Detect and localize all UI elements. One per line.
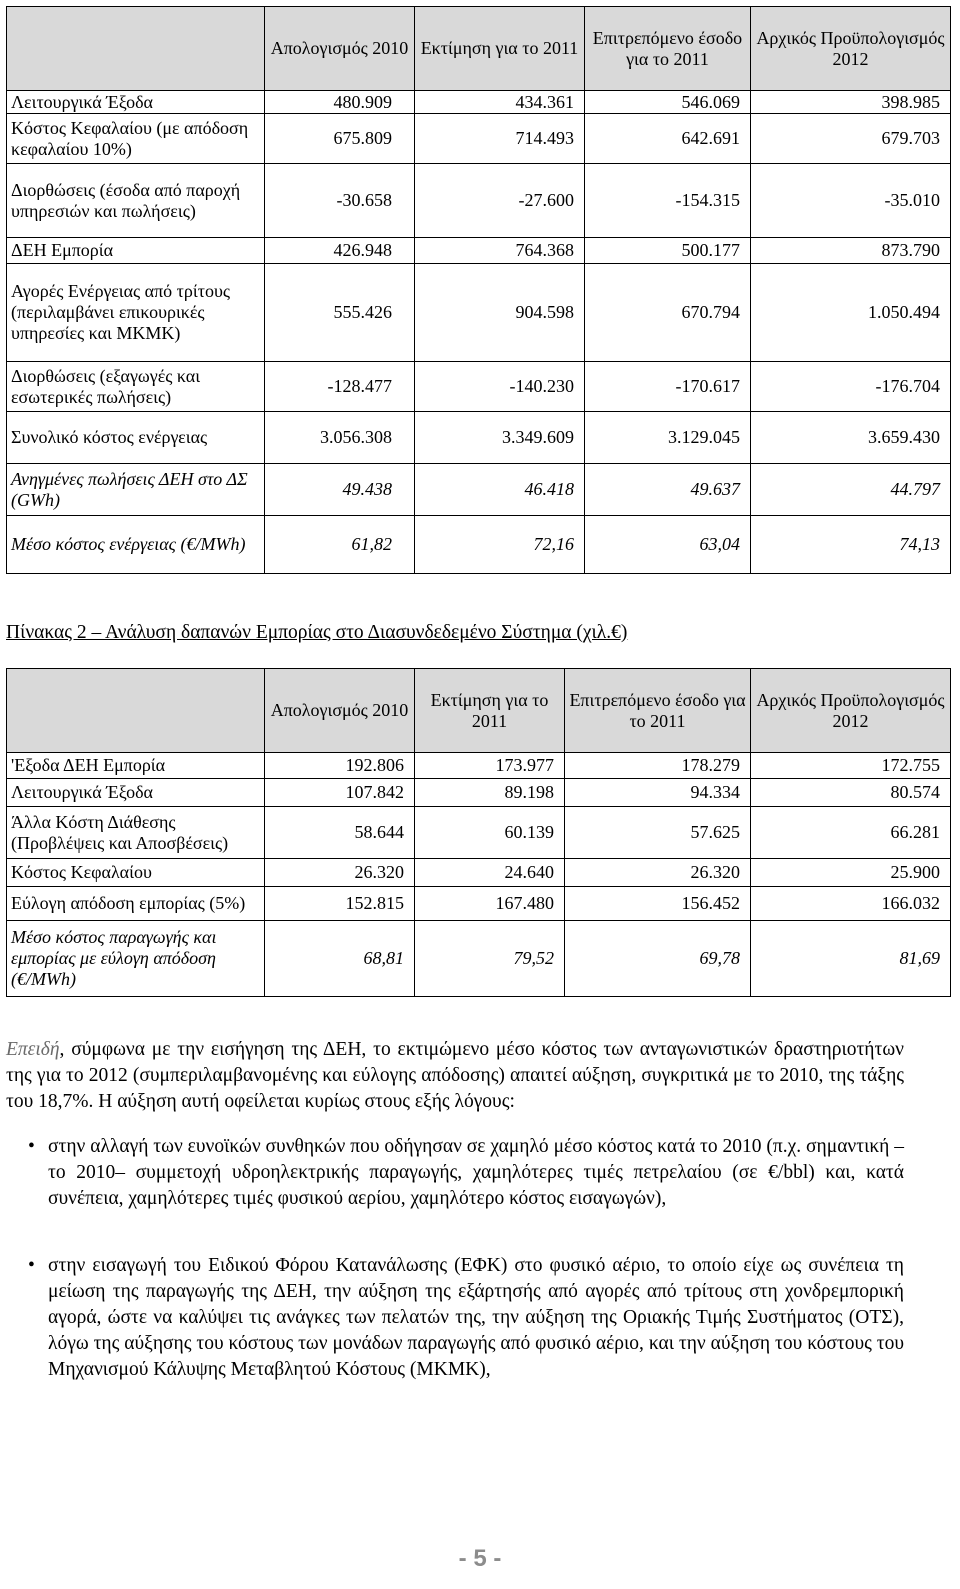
cell-value: 94.334 [565,779,751,807]
table-row [7,921,951,997]
row-label: Ανηγμένες πωλήσεις ΔΕΗ στο ΔΣ (GWh) [7,464,265,516]
row-label: Μέσο κόστος παραγωγής και εμπορίας με εύλογη απόδοση (€/MWh) [7,921,265,997]
table-row [7,164,951,238]
cell-value: 1.050.494 [751,264,951,362]
header-cell: Απολογισμός 2010 [265,7,415,91]
cell-value: 68,81 [265,921,415,997]
row-label: Κόστος Κεφαλαίου (με απόδοση κεφαλαίου 10%) [7,114,265,164]
table-row [7,753,951,779]
cell-value: 61,82 [265,516,415,574]
table-row [7,362,951,412]
header-cell: Επιτρεπόμενο έσοδο για το 2011 [565,669,751,753]
cell-value: 26.320 [265,859,415,887]
cell-value: 679.703 [751,114,951,164]
cell-value: 89.198 [415,779,565,807]
cell-value: 25.900 [751,859,951,887]
header-cell: Εκτίμηση για το 2011 [415,7,585,91]
cost-table-1 [6,6,951,574]
cell-value: 57.625 [565,807,751,859]
cost-table-2 [6,668,951,997]
row-label: Εύλογη απόδοση εμπορίας (5%) [7,887,265,921]
table-row [7,779,951,807]
header-empty-cell [7,669,265,753]
table-row [7,887,951,921]
cell-value: -30.658 [265,164,415,238]
table-row [7,238,951,264]
table-row [7,859,951,887]
table-row [7,91,951,114]
cell-value: 642.691 [585,114,751,164]
cell-value: 167.480 [415,887,565,921]
cell-value: 74,13 [751,516,951,574]
header-cell: Επιτρεπόμενο έσοδο για το 2011 [585,7,751,91]
bullet-icon: • [28,1255,35,1276]
row-label: Συνολικό κόστος ενέργειας [7,412,265,464]
cell-value: 173.977 [415,753,565,779]
cell-value: 675.809 [265,114,415,164]
list-item [6,1134,904,1212]
cell-value: 873.790 [751,238,951,264]
cell-value: 49.438 [265,464,415,516]
cell-value: 156.452 [565,887,751,921]
cell-value: -35.010 [751,164,951,238]
bullet-icon: • [28,1136,35,1157]
cell-value: 434.361 [415,91,585,114]
cell-value: 714.493 [415,114,585,164]
row-label: Λειτουργικά Έξοδα [7,779,265,807]
row-label: ΔΕΗ Εμπορία [7,238,265,264]
cell-value: 66.281 [751,807,951,859]
cell-value: 426.948 [265,238,415,264]
cell-value: 3.659.430 [751,412,951,464]
cell-value: 79,52 [415,921,565,997]
table-header-row [7,7,951,91]
header-cell: Απολογισμός 2010 [265,669,415,753]
cell-value: -27.600 [415,164,585,238]
cell-value: 81,69 [751,921,951,997]
row-label: Μέσο κόστος ενέργειας (€/MWh) [7,516,265,574]
cell-value: -170.617 [585,362,751,412]
cell-value: 178.279 [565,753,751,779]
table-row [7,114,951,164]
cell-value: 166.032 [751,887,951,921]
cell-value: 60.139 [415,807,565,859]
list-item-text: στην αλλαγή των ευνοϊκών συνθηκών που οδήγησαν σε χαμηλό μέσο κόστος κατά το 2010 (π.χ. σημαντική –το 2010– συμμετοχή υδροηλεκτρικής παραγωγής, χαμηλότερες τιμές πετρελαίου (σε €/bbl) και, κατά συνέπεια, χαμηλότερες τιμές φυσικού αερίου, χαμηλότερο κόστος εισαγωγών), [48,1136,904,1209]
cell-value: -176.704 [751,362,951,412]
cell-value: 152.815 [265,887,415,921]
row-label: 'Εξοδα ΔΕΗ Εμπορία [7,753,265,779]
cell-value: 58.644 [265,807,415,859]
table-row [7,464,951,516]
cell-value: 69,78 [565,921,751,997]
cell-value: 63,04 [585,516,751,574]
cell-value: 398.985 [751,91,951,114]
table-header-row [7,669,951,753]
row-label: Λειτουργικά Έξοδα [7,91,265,114]
header-cell: Αρχικός Προϋπολογισμός 2012 [751,669,951,753]
table-row [7,516,951,574]
cell-value: 670.794 [585,264,751,362]
cell-value: 192.806 [265,753,415,779]
cell-value: 26.320 [565,859,751,887]
cell-value: -128.477 [265,362,415,412]
cell-value: 555.426 [265,264,415,362]
cell-value: -154.315 [585,164,751,238]
cell-value: 44.797 [751,464,951,516]
table-row [7,807,951,859]
row-label: Άλλα Κόστη Διάθεσης (Προβλέψεις και Αποσβέσεις) [7,807,265,859]
cell-value: 80.574 [751,779,951,807]
cell-value: 480.909 [265,91,415,114]
paragraph-text: , σύμφωνα με την εισήγηση της ΔΕΗ, το εκτιμώμενο μέσο κόστος των ανταγωνιστικών δραστηριοτήτων της για το 2012 (συμπεριλαμβανομένης και εύλογης απόδοσης) απαιτεί αύξηση, συγκριτικά με το 2010, της τάξης του 18,7%. Η αύξηση αυτή οφείλεται κυρίως στους εξής λόγους: [6,1039,904,1112]
cell-value: 172.755 [751,753,951,779]
row-label: Διορθώσεις (έσοδα από παροχή υπηρεσιών και πωλήσεις) [7,164,265,238]
table-row [7,412,951,464]
table-caption: Πίνακας 2 – Ανάλυση δαπανών Εμπορίας στο Διασυνδεδεμένο Σύστημα (χιλ.€) [6,622,628,643]
header-empty-cell [7,7,265,91]
cell-value: 3.056.308 [265,412,415,464]
cell-value: 107.842 [265,779,415,807]
header-cell: Αρχικός Προϋπολογισμός 2012 [751,7,951,91]
cell-value: 764.368 [415,238,585,264]
cell-value: 500.177 [585,238,751,264]
cell-value: 3.349.609 [415,412,585,464]
row-label: Αγορές Ενέργειας από τρίτους (περιλαμβάνει επικουρικές υπηρεσίες και ΜΚΜΚ) [7,264,265,362]
row-label: Διορθώσεις (εξαγωγές και εσωτερικές πωλήσεις) [7,362,265,412]
cell-value: 49.637 [585,464,751,516]
cell-value: 72,16 [415,516,585,574]
cell-value: 46.418 [415,464,585,516]
header-cell: Εκτίμηση για το 2011 [415,669,565,753]
list-item [6,1253,904,1383]
cell-value: 3.129.045 [585,412,751,464]
page-number: - 5 - [458,1545,502,1572]
row-label: Κόστος Κεφαλαίου [7,859,265,887]
list-item-text: στην εισαγωγή του Ειδικού Φόρου Κατανάλωσης (ΕΦΚ) στο φυσικό αέριο, το οποίο είχε ως συνέπεια τη μείωση της παραγωγής της ΔΕΗ, την αύξηση της εξάρτησής από αγορές από τρίτους στη χονδρεμπορική αγορά, ώστε να καλύψει τις ανάγκες των πελατών της, την αύξηση της Οριακής Τιμής Συστήματος (ΟΤΣ), λόγω της αύξησης του κόστους των μονάδων παραγωγής από φυσικό αέριο, και την αύξηση του κόστους του Μηχανισμού Κάλυψης Μεταβλητού Κόστους (ΜΚΜΚ), [48,1255,904,1380]
cell-value: 24.640 [415,859,565,887]
cell-value: 546.069 [585,91,751,114]
body-paragraph [6,1037,904,1115]
cell-value: 904.598 [415,264,585,362]
table-row [7,264,951,362]
cell-value: -140.230 [415,362,585,412]
paragraph-lead: Επειδή [6,1039,60,1060]
